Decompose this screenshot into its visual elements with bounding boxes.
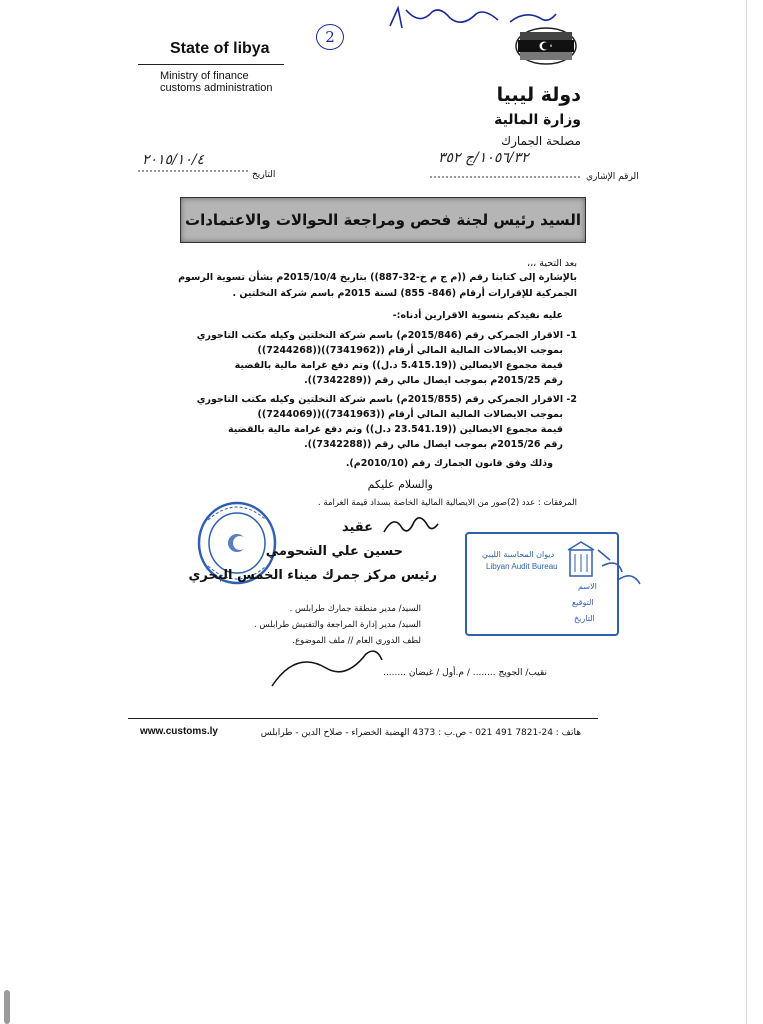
header-en-ministry: Ministry of finance xyxy=(160,70,249,82)
item1-line-c: قيمة مجموع الايصالين ((5.415.19 د.ل)) وتم دفع غرامة مالية بالقضية xyxy=(234,360,563,371)
handwritten-date: ٢٠١٥/١٠/٤ xyxy=(142,152,205,168)
libya-flag-emblem xyxy=(514,26,578,66)
page-edge xyxy=(6,0,747,1024)
item2-line-c: قيمة مجموع الايصالين ((23.541.19 د.ل)) وتم دفع غرامة مالية بالقضية xyxy=(228,424,563,435)
stamp-line2: Libyan Audit Bureau xyxy=(486,562,558,571)
ref-underline xyxy=(430,174,580,180)
header-divider xyxy=(138,64,284,65)
date-label: التاريخ xyxy=(252,170,276,180)
cc-line1: السيد/ مدير منطقة جمارك طرابلس . xyxy=(289,604,421,614)
stamp-handwriting xyxy=(588,540,648,600)
addressee-banner: السيد رئيس لجنة فحص ومراجعة الحوالات والاعتمادات xyxy=(180,197,586,243)
body-line1: بالإشارة إلى كتابنا رقم ((م ج م خ-32-887)) بتاريخ 2015/10/4م بشأن تسوية الرسوم xyxy=(178,272,577,283)
footer-divider xyxy=(128,718,598,719)
stamp-date-label: التاريخ xyxy=(574,614,595,623)
signature-mark xyxy=(380,512,440,538)
law-reference: وذلك وفق قانون الجمارك رقم (2010/10م). xyxy=(345,458,553,469)
header-ar-state: دولة ليبيا xyxy=(496,84,581,106)
item2-line-a: 2- الاقرار الجمركي رقم (2015/855م) باسم شركة النخلتين وكيله مكتب التاجوري xyxy=(196,394,577,405)
handwritten-ref: ١٠٥٦/٣٢/ج ٣٥٢ xyxy=(438,150,529,166)
scrollbar[interactable] xyxy=(4,990,10,1024)
header-en-dept: customs administration xyxy=(160,82,273,94)
item2-line-d: رقم 2015/26م بموجب ايصال مالي رقم ((7342288)). xyxy=(304,439,563,450)
item1-line-a: 1- الاقرار الجمركي رقم (2015/846م) باسم شركة النخلتين وكيله مكتب التاجوري xyxy=(196,330,577,341)
date-underline xyxy=(138,168,250,174)
header-ar-ministry: وزارة المالية xyxy=(494,112,581,128)
item2-line-b: بموجب الايصالات المالية المالي أرقام ((7341963))((7244069)) xyxy=(257,409,563,420)
cc-line2: السيد/ مدير إدارة المراجعة والتفتيش طرابلس . xyxy=(253,620,421,630)
attachments: المرفقات : عدد (2)صور من الايصالية المالية الخاصة بسداد قيمة الغرامة . xyxy=(317,498,577,508)
body-line2: الجمركية للإقرارات أرقام (846- 855) لسنة 2015م باسم شركة النخلتين . xyxy=(232,288,577,299)
circled-number: 2 xyxy=(316,24,344,50)
signatory-rank: عقيد xyxy=(341,520,373,535)
greeting: بعد التحية ،،، xyxy=(527,258,577,269)
header-ar-dept: مصلحة الجمارك xyxy=(501,134,581,148)
ref-label: الرقم الإشاري xyxy=(586,172,639,182)
item1-line-d: رقم 2015/25م بموجب ايصال مالي رقم ((7342289)). xyxy=(304,375,563,386)
body-line3: عليه نفيدكم بتسوية الاقرارين أدناه:- xyxy=(392,310,563,321)
signatory-name: حسين علي الشحومي xyxy=(265,544,403,559)
item1-line-b: بموجب الايصالات المالية المالي أرقام ((7341962))((7244268)) xyxy=(257,345,563,356)
cc-line3: لطف الدوري العام // ملف الموضوع. xyxy=(292,636,421,646)
footer-address: هاتف : 24-7821 491 021 - ص.ب : 4373 الهضبة الخضراء - صلاح الدين - طرابلس xyxy=(260,728,581,738)
header-en-title: State of libya xyxy=(170,40,270,57)
stamp-sign-label: التوقيع xyxy=(572,598,594,607)
stamp-name-label: الاسم xyxy=(578,582,597,591)
signatory-title: رئيس مركز جمرك ميناء الخمس البحري xyxy=(188,568,437,583)
stamp-line1: ديوان المحاسبة الليبي xyxy=(482,550,555,559)
routing-line: نقيب/ الجويج ........ / م.أول / غيضان ........ xyxy=(383,668,547,678)
closing: والسلام عليكم xyxy=(367,478,433,491)
footer-url: www.customs.ly xyxy=(140,726,218,737)
